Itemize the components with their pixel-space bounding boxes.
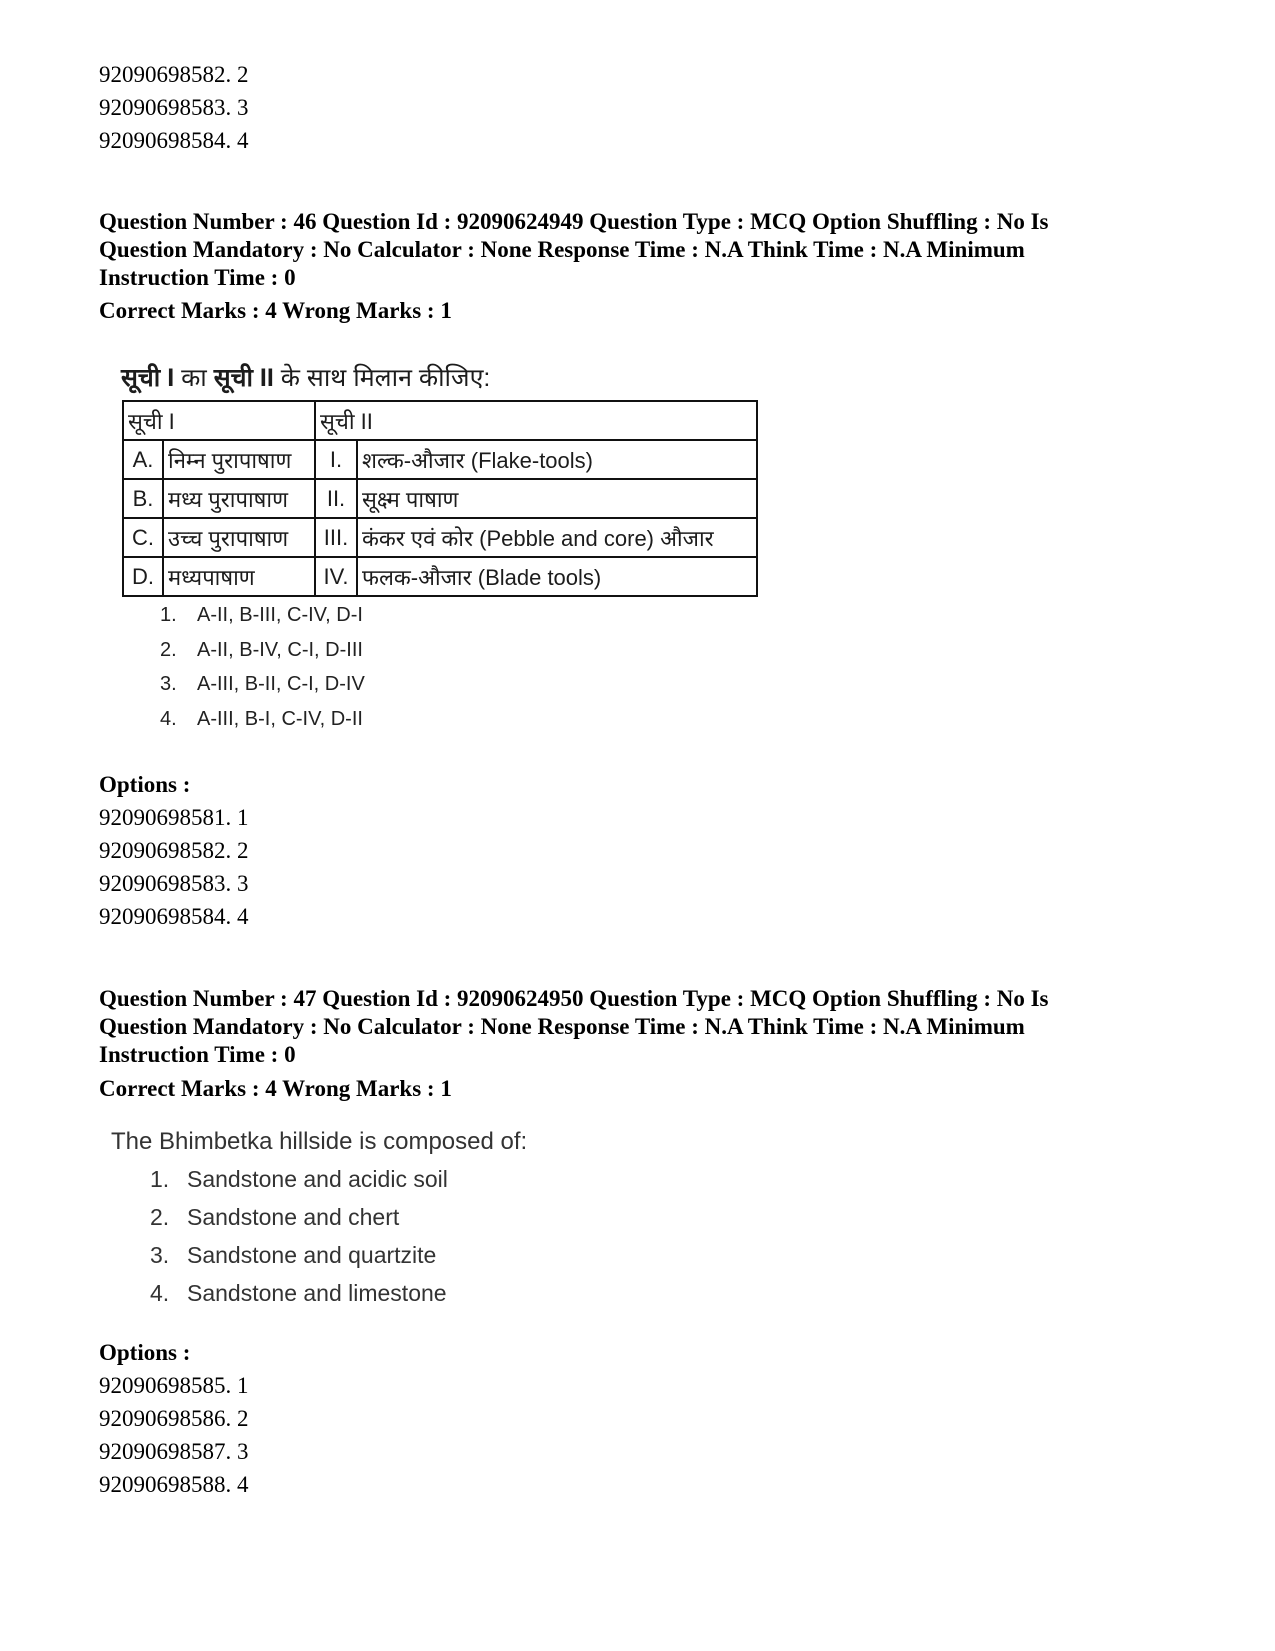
- question-46-instruction: [121, 360, 490, 394]
- choice-number: 3.: [150, 1242, 170, 1268]
- choice-number: 1.: [160, 604, 177, 626]
- choice-item: [160, 673, 365, 696]
- row-label: D.: [123, 557, 163, 596]
- option-line: 92090698581. 1: [99, 805, 249, 830]
- table-header-list1: सूची I: [123, 401, 315, 440]
- choice-item: [150, 1166, 448, 1193]
- roman-label: II.: [315, 479, 357, 518]
- table-row: [123, 479, 757, 518]
- choice-number: 3.: [160, 673, 177, 695]
- row-label: A.: [123, 440, 163, 479]
- list2-cell: सूक्ष्म पाषाण: [357, 479, 757, 518]
- option-line: 92090698586. 2: [99, 1406, 249, 1431]
- choice-item: [160, 639, 363, 662]
- table-row: [123, 440, 757, 479]
- header-line: Question Number : 46 Question Id : 92090624949 Question Type : MCQ Option Shuffling : No Is: [99, 209, 1049, 234]
- option-line: 92090698584. 4: [99, 128, 249, 153]
- choice-number: 1.: [150, 1166, 170, 1192]
- choice-item: [160, 708, 363, 731]
- question-47-marks: Correct Marks : 4 Wrong Marks : 1: [99, 1076, 452, 1101]
- instruction-part: सूची II: [213, 364, 274, 392]
- choice-text: Sandstone and limestone: [187, 1280, 447, 1306]
- list1-cell: निम्न पुरापाषाण: [163, 440, 315, 479]
- option-line: 92090698583. 3: [99, 871, 249, 896]
- question-47-header: [99, 985, 1179, 1069]
- list1-cell: मध्य पुरापाषाण: [163, 479, 315, 518]
- choice-text: A-III, B-I, C-IV, D-II: [197, 708, 363, 730]
- option-line: 92090698588. 4: [99, 1472, 249, 1497]
- header-line: Question Mandatory : No Calculator : None Response Time : N.A Think Time : N.A Minimum: [99, 237, 1025, 262]
- table-header-list2: सूची II: [315, 401, 757, 440]
- roman-label: III.: [315, 518, 357, 557]
- choice-item: [160, 604, 363, 627]
- choice-text: A-III, B-II, C-I, D-IV: [197, 673, 365, 695]
- instruction-part: का: [174, 364, 214, 392]
- table-row: [123, 518, 757, 557]
- option-line: 92090698583. 3: [99, 95, 249, 120]
- choice-text: Sandstone and chert: [187, 1204, 400, 1230]
- header-line: Question Mandatory : No Calculator : None Response Time : N.A Think Time : N.A Minimum: [99, 1014, 1025, 1039]
- question-47-text: The Bhimbetka hillside is composed of:: [111, 1128, 528, 1155]
- option-line: 92090698582. 2: [99, 62, 249, 87]
- header-line: Instruction Time : 0: [99, 1042, 296, 1067]
- header-line: Instruction Time : 0: [99, 265, 296, 290]
- list2-cell: शल्क-औजार (Flake-tools): [357, 440, 757, 479]
- choice-item: [150, 1204, 399, 1231]
- instruction-part: के साथ मिलान कीजिए:: [273, 364, 491, 392]
- choice-text: A-II, B-IV, C-I, D-III: [197, 639, 363, 661]
- choice-item: [150, 1280, 447, 1307]
- row-label: B.: [123, 479, 163, 518]
- match-table: [122, 400, 758, 597]
- question-46-header: [99, 208, 1179, 292]
- options-label: Options :: [99, 772, 191, 797]
- list1-cell: मध्यपाषाण: [163, 557, 315, 596]
- choice-number: 2.: [160, 639, 177, 661]
- list2-cell: फलक-औजार (Blade tools): [357, 557, 757, 596]
- roman-label: IV.: [315, 557, 357, 596]
- option-line: 92090698587. 3: [99, 1439, 249, 1464]
- choice-text: Sandstone and quartzite: [187, 1242, 437, 1268]
- header-line: Question Number : 47 Question Id : 92090624950 Question Type : MCQ Option Shuffling : No Is: [99, 986, 1049, 1011]
- question-46-marks: Correct Marks : 4 Wrong Marks : 1: [99, 298, 452, 323]
- choice-number: 4.: [160, 708, 177, 730]
- option-line: 92090698582. 2: [99, 838, 249, 863]
- choice-text: A-II, B-III, C-IV, D-I: [197, 604, 363, 626]
- choice-item: [150, 1242, 436, 1269]
- option-line: 92090698585. 1: [99, 1373, 249, 1398]
- option-line: 92090698584. 4: [99, 904, 249, 929]
- list1-cell: उच्च पुरापाषाण: [163, 518, 315, 557]
- roman-label: I.: [315, 440, 357, 479]
- table-header-row: [123, 401, 757, 440]
- list2-cell: कंकर एवं कोर (Pebble and core) औजार: [357, 518, 757, 557]
- choice-number: 2.: [150, 1204, 170, 1230]
- options-label: Options :: [99, 1340, 191, 1365]
- row-label: C.: [123, 518, 163, 557]
- choice-number: 4.: [150, 1280, 170, 1306]
- choice-text: Sandstone and acidic soil: [187, 1166, 448, 1192]
- instruction-part: सूची I: [121, 364, 175, 392]
- table-row: [123, 557, 757, 596]
